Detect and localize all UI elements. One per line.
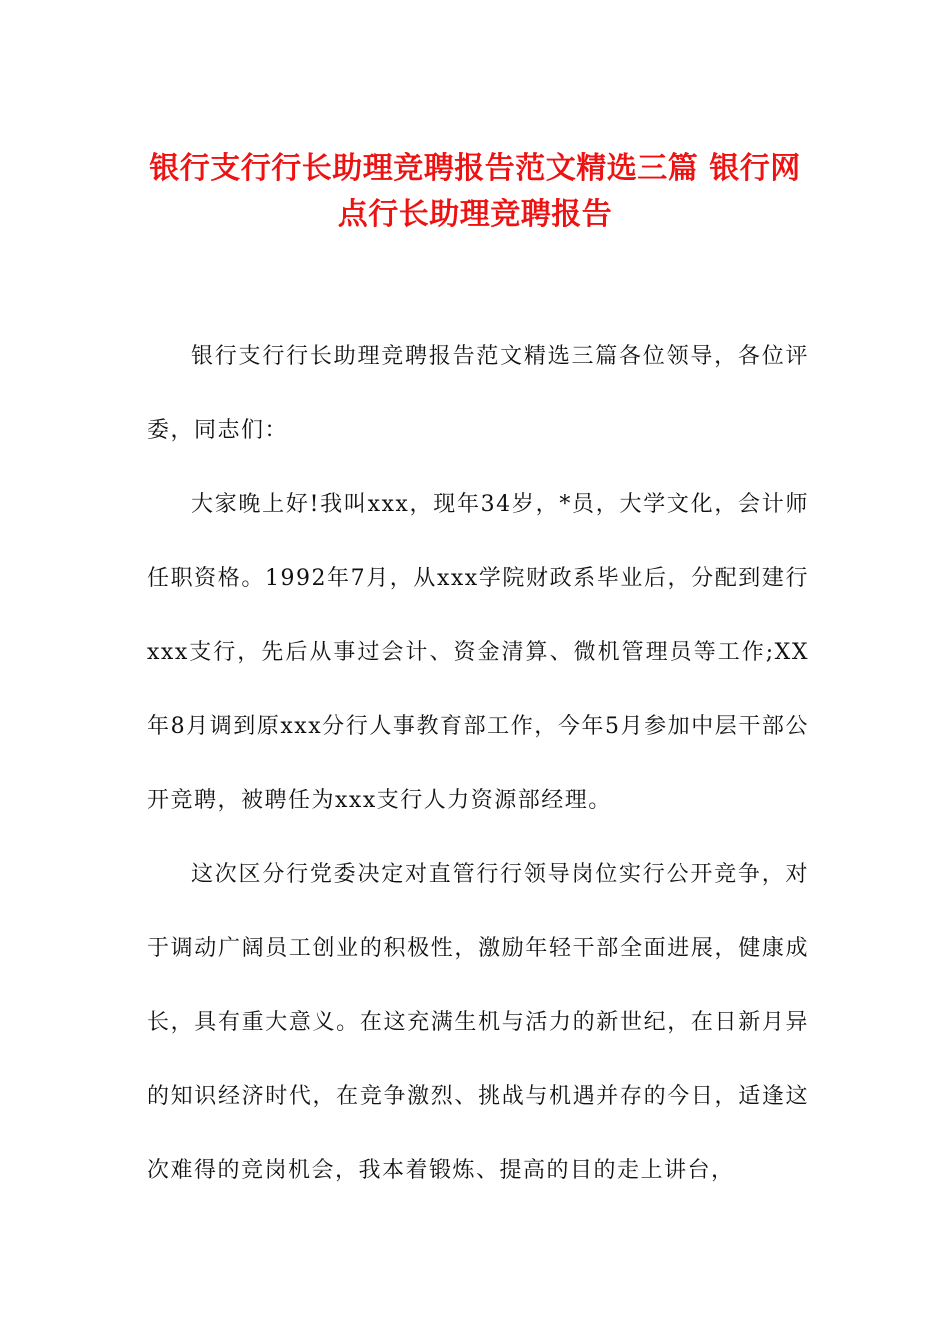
paragraph-self-introduction: 大家晚上好!我叫xxx，现年34岁，*员，大学文化，会计师任职资格。1992年7月，从xxx学院财政系毕业后，分配到建行xxx支行，先后从事过会计、资金清算、微机管理员等工作;XX年8月调到原xxx分行人事教育部工作，今年5月参加中层干部公开竞聘，被聘任为xxx支行人力资源部经理。 [147, 492, 809, 813]
document-body [147, 320, 809, 1208]
paragraph-motivation: 这次区分行党委决定对直管行行领导岗位实行公开竞争，对于调动广阔员工创业的积极性，激励年轻干部全面进展，健康成长，具有重大意义。在这充满生机与活力的新世纪，在日新月异的知识经济时代，在竞争激烈、挑战与机遇并存的今日，适逢这次难得的竞岗机会，我本着锻炼、提高的目的走上讲台， [147, 862, 809, 1183]
paragraph-greeting: 银行支行行长助理竞聘报告范文精选三篇各位领导，各位评委，同志们： [147, 344, 809, 443]
document-title: 银行支行行长助理竞聘报告范文精选三篇 银行网点行长助理竞聘报告 [149, 151, 801, 232]
